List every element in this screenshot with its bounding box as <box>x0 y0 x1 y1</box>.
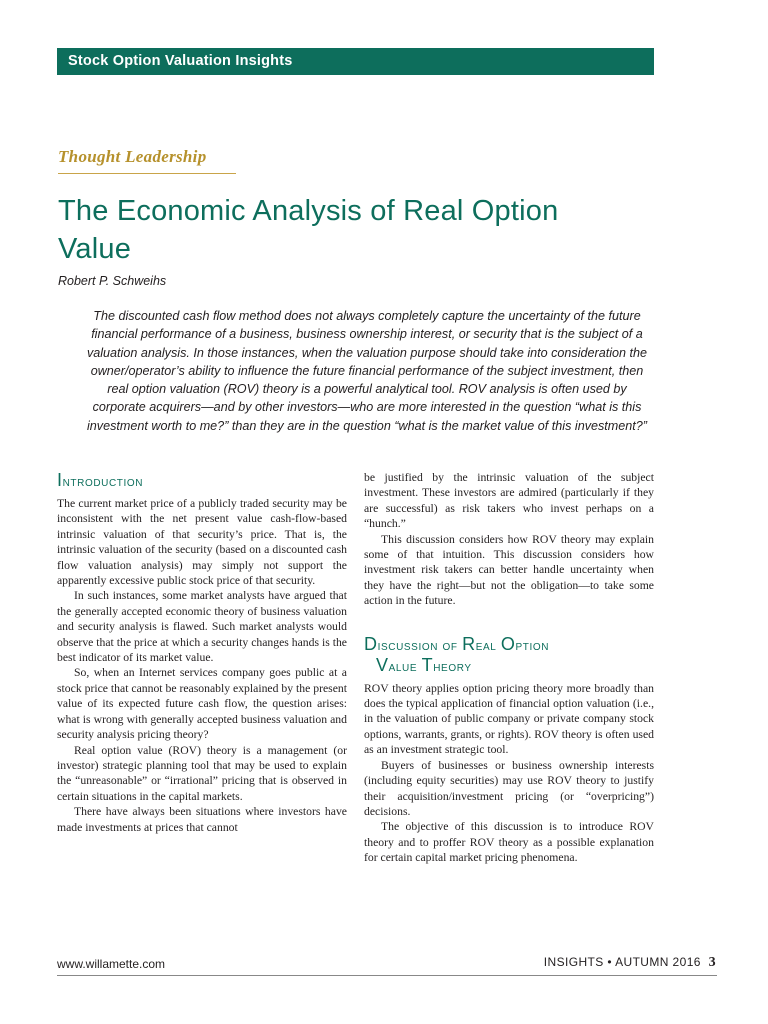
heading-part: heory <box>433 657 472 674</box>
heading-rest: ntroduction <box>62 473 144 489</box>
section-kicker: Thought Leadership <box>58 147 207 166</box>
paragraph: ROV theory applies option pricing theory more broadly than does the typical application of financial option valuation (i.e., in the valuation of public company or private company stock options, warrants, grants, or rights). ROV theory is often used as an investment strategic tool. <box>364 681 654 757</box>
heading-initial: I <box>57 470 63 490</box>
paragraph: be justified by the intrinsic valuation of the subject investment. These investors are admired (particularly if they are successful) as risk takers who invest perhaps on a “hunch.” <box>364 471 654 531</box>
heading-part: iscussion of <box>377 636 463 653</box>
heading-line-2 <box>364 655 654 676</box>
right-column <box>364 470 654 866</box>
heading-initial: O <box>500 633 516 654</box>
paragraph: So, when an Internet services company goes public at a stock price that cannot be reasonably explained by the present value of its expected future cash flow, the question arises: what is wrong with generally accepted business valuation and security analysis pricing theory? <box>57 666 347 742</box>
footer-issue: AUTUMN 2016 <box>615 955 701 969</box>
footer-bullet: • <box>607 955 613 969</box>
heading-initial: R <box>462 633 476 654</box>
left-column <box>57 470 347 835</box>
heading-initial: T <box>421 654 434 675</box>
footer-issue-info <box>544 955 716 971</box>
article-title: The Economic Analysis of Real Option Value <box>58 195 559 265</box>
article-author: Robert P. Schweihs <box>58 274 167 288</box>
page-number: 3 <box>708 955 716 970</box>
heading-part: alue <box>388 657 422 674</box>
heading-initial: D <box>364 633 378 654</box>
paragraph: There have always been situations where investors have made investments at prices that cannot <box>57 805 347 834</box>
article-abstract: The discounted cash flow method does not always completely capture the uncertainty of the future financial performance of a business, business ownership interest, or security that is the subject of a valuation analysis. In those instances, when the valuation purpose should take into consideration the owner/operator’s ability to influence the future financial performance of the subject investment, then real option valuation (ROV) theory is a powerful analytical tool. ROV analysis is often used by corporate acquirers—and by other investors—who are more interested in the question “what is this investment worth to me?” than they are in the question “what is the market value of this investment?” <box>86 309 648 433</box>
paragraph: The current market price of a publicly traded security may be inconsistent with the net present value cash-flow-based intrinsic valuation of that security’s price. That is, the intrinsic valuation of the security (based on a discounted cash flow valuation analysis) may simply not support the apparently excessive public stock price of that security. <box>57 497 347 588</box>
kicker-underline <box>58 173 236 174</box>
footer-rule <box>57 975 717 976</box>
footer-website-link[interactable]: www.willamette.com <box>57 957 166 971</box>
heading-part: ption <box>515 636 550 653</box>
publication-header-bar: Stock Option Valuation Insights <box>57 48 654 75</box>
paragraph: This discussion considers how ROV theory may explain some of that intuition. This discussion considers how investment risk takers can better handle uncertainty when they have the right—but not the obligation—to take some action in the future. <box>364 532 654 608</box>
heading-initial: V <box>376 654 389 675</box>
paragraph: The objective of this discussion is to introduce ROV theory and to proffer ROV theory as a possible explanation for certain capital market pricing phenomena. <box>364 820 654 865</box>
paragraph: In such instances, some market analysts have argued that the generally accepted economic theory of business valuation and security analysis is flawed. Such market analysts would observe that the price at which a security changes hands is the best indicator of its market value. <box>57 589 347 665</box>
heading-introduction <box>57 470 347 491</box>
paragraph: Buyers of businesses or business ownership interests (including equity securities) may use ROV theory to justify their acquisition/investment pricing (or “overpricing”) decisions. <box>364 758 654 818</box>
footer-publication: INSIGHTS <box>543 955 604 969</box>
paragraph: Real option value (ROV) theory is a management (or investor) strategic planning tool that may be used to explain the “unreasonable” or “irrational” pricing that is observed in certain situations in the capital markets. <box>57 743 347 803</box>
heading-discussion <box>364 634 654 676</box>
heading-part: eal <box>475 636 501 653</box>
